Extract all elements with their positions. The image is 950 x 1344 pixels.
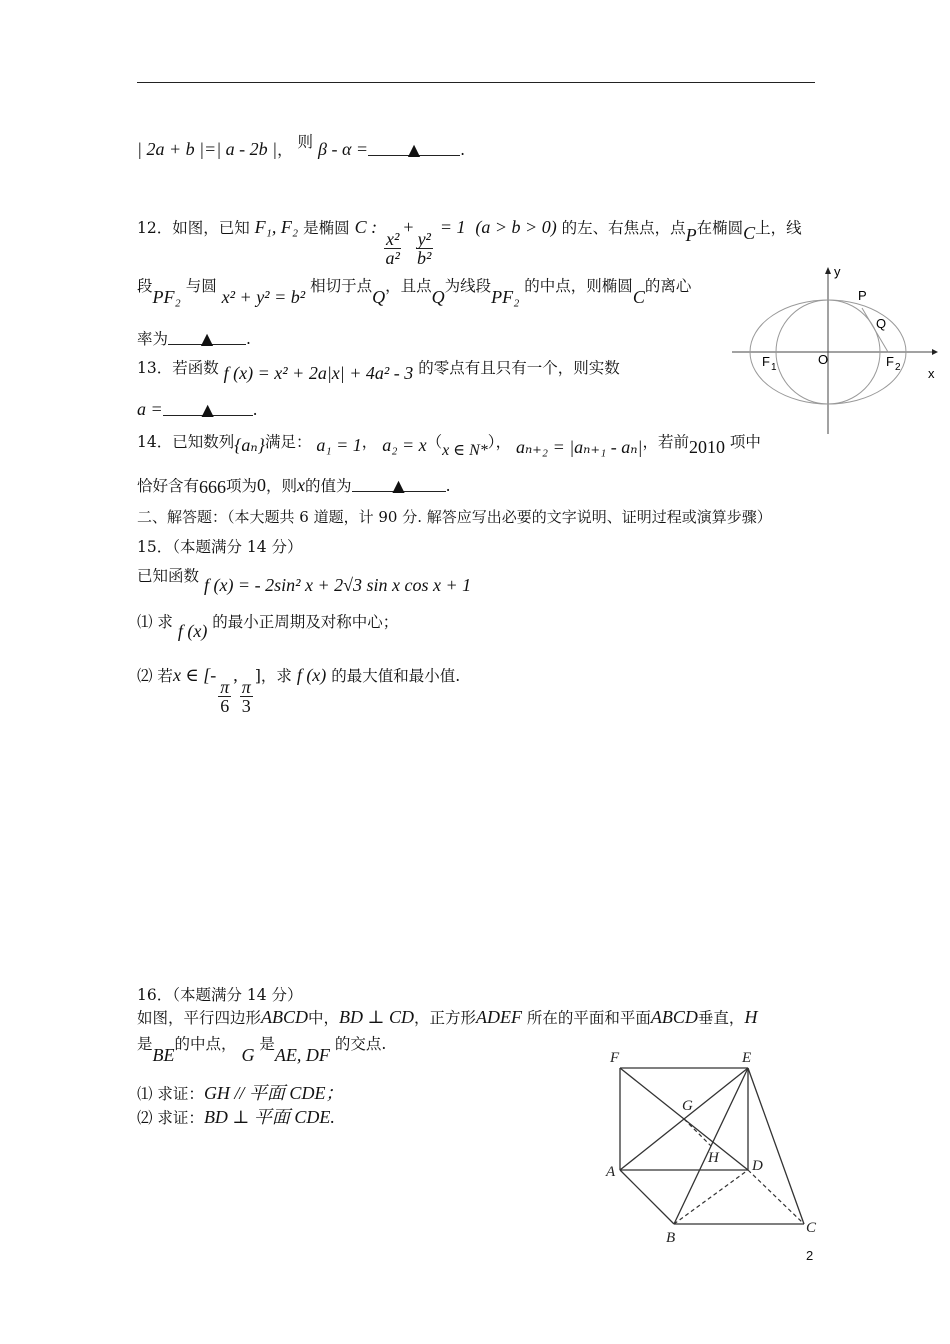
q13-line2: a = ▲ . [137, 399, 258, 419]
edge-ab [620, 1170, 674, 1224]
q15-given: 已知函数 f (x) = - 2sin² x + 2√3 sin x cos x + 1 [137, 567, 472, 595]
q14-line1: 14．已知数列{aₙ}满足： a₁ = 1， a₂ = x（x ∈ N*）， aₙ₊₂ = |aₙ₊₁ - aₙ|，若前2010 项中 [137, 433, 761, 459]
label-d: D [752, 1158, 763, 1174]
q15-part2: ⑵ 若x ∈ [- $\frac{\pi}{6}$ , $\frac{\pi}{3}$ ]，求 f (x) 的最大值和最小值. [137, 665, 461, 716]
answer-blank: ▲ [168, 328, 246, 345]
dashed-bd [674, 1170, 748, 1224]
dashed-dc [748, 1170, 804, 1224]
label-p: P [858, 288, 867, 303]
label-q: Q [876, 316, 887, 331]
label-a: A [606, 1164, 616, 1180]
label-x: x [928, 366, 935, 381]
label-h: H [708, 1150, 719, 1166]
q16-line1: 如图，平行四边形ABCD中，BD ⊥ CD，正方形ADEF 所在的平面和平面ABCD垂直，H [137, 1007, 758, 1027]
q12-line1: 12．如图，已知 F₁, F₂ 是椭圆 C : $\frac{\text{x²}}{\text{a²}}$ + $\frac{\text{y²}}{\text{b²}}$ = 1 (a > b > 0) 的左、右焦点，点P在椭圆C上，线 [137, 217, 802, 268]
header-rule [137, 82, 815, 83]
q12-line2: 段PF₂ 与圆 x² + y² = b² 相切于点Q，且点Q为线段PF₂ 的中点，则椭圆C的离心 [137, 277, 692, 307]
label-f: F [610, 1050, 620, 1066]
edge-ec [748, 1068, 804, 1224]
label-f1-sub: 1 [771, 362, 777, 373]
ellipse-figure [722, 262, 942, 442]
q16-header: 16．（本题满分 14 分） [137, 986, 303, 1004]
label-e: E [742, 1050, 752, 1066]
page-number: 2 [806, 1248, 814, 1263]
label-f1: F [762, 354, 770, 369]
q16-part2: ⑵ 求证：BD ⊥ 平面 CDE. [137, 1107, 335, 1127]
answer-blank: ▲ [368, 139, 460, 156]
section-2-heading: 二、解答题：（本大题共 6 道题，计 90 分. 解答应写出必要的文字说明、证明过程或演算步骤） [137, 508, 772, 526]
q15-header: 15．（本题满分 14 分） [137, 538, 303, 556]
label-c: C [806, 1220, 817, 1236]
solid-figure [600, 1048, 830, 1248]
label-f2: F [886, 354, 894, 369]
q15-part1: ⑴ 求 f (x) 的最小正周期及对称中心； [137, 613, 399, 641]
label-o: O [818, 352, 829, 367]
q13-line1: 13．若函数 f (x) = x² + 2a|x| + 4a² - 3 的零点有且只有一个，则实数 [137, 359, 620, 383]
q16-line2: 是BE的中点， G 是AE, DF 的交点. [137, 1035, 387, 1065]
answer-blank: ▲ [352, 475, 446, 492]
y-axis-arrow-icon [825, 267, 831, 274]
fraction-y2-b2: $\frac{\text{y²}}{\text{b²}}$ [417, 229, 432, 268]
q11-tail: | 2a + b |=| a - 2b |， 则 β - α = ▲ . [137, 133, 465, 159]
label-b: B [666, 1230, 676, 1246]
fraction-pi-3: $\frac{\pi}{3}$ [241, 677, 251, 716]
fraction-x2-a2: $\frac{\text{x²}}{\text{a²}}$ [385, 229, 400, 268]
answer-blank: ▲ [163, 399, 253, 416]
q14-line2: 恰好含有666项为0，则x的值为 ▲ . [137, 475, 451, 497]
label-y: y [834, 264, 841, 279]
q12-line3: 率为 ▲ . [137, 329, 251, 348]
label-f2-sub: 2 [895, 362, 901, 373]
label-g: G [682, 1098, 693, 1114]
q16-part1: ⑴ 求证：GH // 平面 CDE； [137, 1083, 344, 1103]
fraction-pi-6: $\frac{\pi}{6}$ [220, 677, 230, 716]
x-axis-arrow-icon [932, 349, 938, 355]
